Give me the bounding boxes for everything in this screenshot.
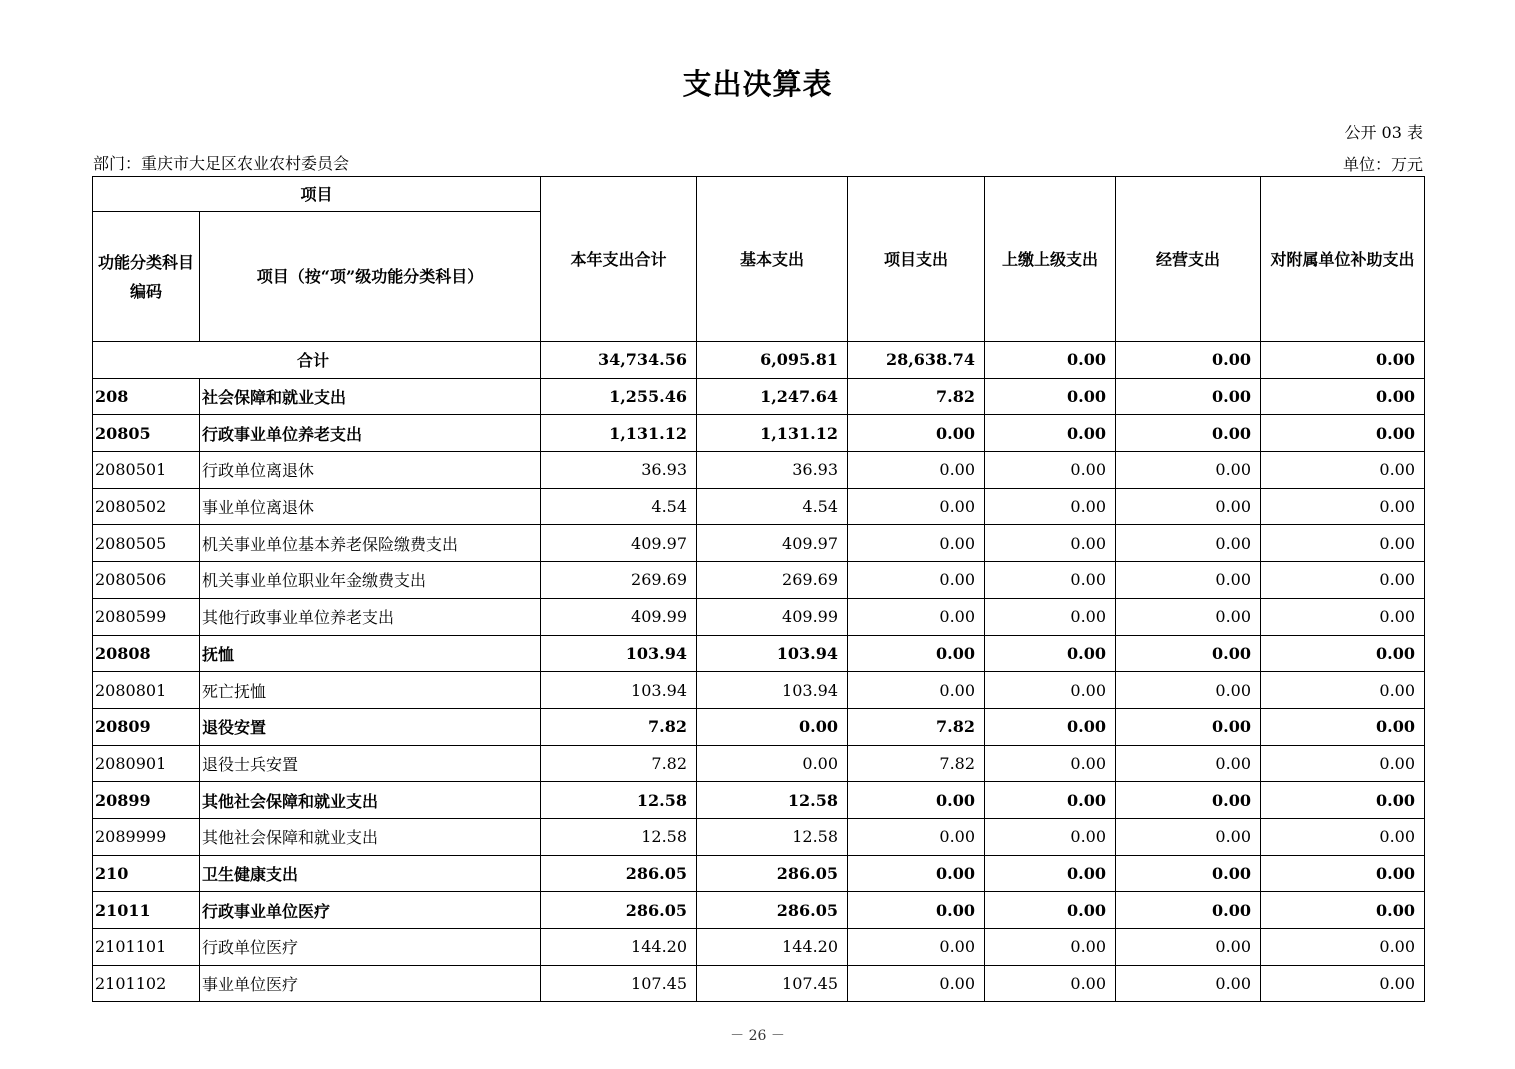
value-cell: 7.82 <box>848 708 985 745</box>
value-cell: 0.00 <box>985 782 1116 819</box>
value-cell: 0.00 <box>1261 855 1425 892</box>
code-cell: 2080599 <box>93 598 200 635</box>
code-cell: 2080506 <box>93 562 200 599</box>
value-cell: 0.00 <box>1261 708 1425 745</box>
value-cell: 0.00 <box>985 672 1116 709</box>
code-cell: 2080501 <box>93 452 200 489</box>
table-row <box>93 818 1425 855</box>
value-cell: 409.97 <box>697 525 848 562</box>
value-cell: 0.00 <box>985 708 1116 745</box>
value-cell: 409.99 <box>541 598 697 635</box>
department-label: 部门：重庆市大足区农业农村委员会 <box>93 154 350 173</box>
value-cell: 0.00 <box>1261 745 1425 782</box>
value-cell: 0.00 <box>985 452 1116 489</box>
name-cell: 社会保障和就业支出 <box>200 378 541 415</box>
value-cell: 12.58 <box>697 782 848 819</box>
header-total: 本年支出合计 <box>541 177 697 342</box>
value-cell: 0.00 <box>1116 525 1261 562</box>
table-row <box>93 488 1425 525</box>
table-row <box>93 892 1425 929</box>
header-subsidy: 对附属单位补助支出 <box>1261 177 1425 342</box>
name-cell: 抚恤 <box>200 635 541 672</box>
name-cell: 死亡抚恤 <box>200 672 541 709</box>
value-cell: 0.00 <box>1261 965 1425 1002</box>
table-row <box>93 598 1425 635</box>
table-row <box>93 635 1425 672</box>
value-cell: 0.00 <box>1116 378 1261 415</box>
table-row <box>93 452 1425 489</box>
table-row <box>93 782 1425 819</box>
value-cell: 0.00 <box>848 929 985 966</box>
value-cell: 7.82 <box>848 378 985 415</box>
header-project-expense: 项目支出 <box>848 177 985 342</box>
value-cell: 286.05 <box>697 892 848 929</box>
value-cell: 0.00 <box>1261 782 1425 819</box>
value-cell: 103.94 <box>541 672 697 709</box>
value-cell: 0.00 <box>1116 708 1261 745</box>
value-cell: 0.00 <box>1116 818 1261 855</box>
value-cell: 0.00 <box>697 708 848 745</box>
value-cell: 0.00 <box>985 929 1116 966</box>
value-cell: 286.05 <box>541 855 697 892</box>
value-cell: 36.93 <box>541 452 697 489</box>
value-cell: 0.00 <box>985 378 1116 415</box>
header-business: 经营支出 <box>1116 177 1261 342</box>
value-cell: 0.00 <box>848 782 985 819</box>
header-project: 项目 <box>93 177 541 212</box>
value-cell: 0.00 <box>1116 598 1261 635</box>
total-cell: 34,734.56 <box>541 342 697 379</box>
value-cell: 0.00 <box>1116 965 1261 1002</box>
value-cell: 0.00 <box>848 415 985 452</box>
code-cell: 20809 <box>93 708 200 745</box>
header-upper: 上缴上级支出 <box>985 177 1116 342</box>
code-cell: 2080801 <box>93 672 200 709</box>
value-cell: 409.99 <box>697 598 848 635</box>
value-cell: 7.82 <box>541 745 697 782</box>
header-code: 功能分类科目编码 <box>93 212 200 342</box>
value-cell: 36.93 <box>697 452 848 489</box>
value-cell: 144.20 <box>541 929 697 966</box>
name-cell: 行政单位医疗 <box>200 929 541 966</box>
value-cell: 0.00 <box>1116 929 1261 966</box>
table-row <box>93 562 1425 599</box>
table-row <box>93 672 1425 709</box>
name-cell: 行政事业单位医疗 <box>200 892 541 929</box>
value-cell: 286.05 <box>541 892 697 929</box>
value-cell: 0.00 <box>1261 598 1425 635</box>
value-cell: 0.00 <box>1116 488 1261 525</box>
value-cell: 0.00 <box>697 745 848 782</box>
value-cell: 0.00 <box>985 855 1116 892</box>
value-cell: 12.58 <box>541 818 697 855</box>
value-cell: 0.00 <box>1261 929 1425 966</box>
value-cell: 1,255.46 <box>541 378 697 415</box>
table-row <box>93 745 1425 782</box>
value-cell: 0.00 <box>1261 452 1425 489</box>
value-cell: 0.00 <box>1116 672 1261 709</box>
value-cell: 0.00 <box>1261 818 1425 855</box>
table-row <box>93 415 1425 452</box>
code-cell: 2080901 <box>93 745 200 782</box>
value-cell: 0.00 <box>1261 672 1425 709</box>
name-cell: 行政事业单位养老支出 <box>200 415 541 452</box>
value-cell: 103.94 <box>697 672 848 709</box>
value-cell: 0.00 <box>848 598 985 635</box>
value-cell: 269.69 <box>541 562 697 599</box>
value-cell: 0.00 <box>985 562 1116 599</box>
value-cell: 107.45 <box>541 965 697 1002</box>
value-cell: 0.00 <box>848 965 985 1002</box>
header-basic: 基本支出 <box>697 177 848 342</box>
name-cell: 退役士兵安置 <box>200 745 541 782</box>
value-cell: 0.00 <box>985 892 1116 929</box>
name-cell: 卫生健康支出 <box>200 855 541 892</box>
total-cell: 28,638.74 <box>848 342 985 379</box>
name-cell: 其他社会保障和就业支出 <box>200 818 541 855</box>
value-cell: 0.00 <box>1261 525 1425 562</box>
value-cell: 103.94 <box>697 635 848 672</box>
value-cell: 0.00 <box>848 488 985 525</box>
value-cell: 0.00 <box>848 452 985 489</box>
form-number: 公开 03 表 <box>1344 123 1423 142</box>
value-cell: 107.45 <box>697 965 848 1002</box>
value-cell: 0.00 <box>985 415 1116 452</box>
value-cell: 409.97 <box>541 525 697 562</box>
total-label: 合计 <box>93 342 541 379</box>
name-cell: 行政单位离退休 <box>200 452 541 489</box>
code-cell: 20805 <box>93 415 200 452</box>
value-cell: 7.82 <box>541 708 697 745</box>
value-cell: 0.00 <box>848 635 985 672</box>
value-cell: 0.00 <box>985 965 1116 1002</box>
value-cell: 0.00 <box>1116 562 1261 599</box>
expenditure-table <box>92 176 1425 1002</box>
table-row <box>93 965 1425 1002</box>
value-cell: 1,131.12 <box>541 415 697 452</box>
value-cell: 1,247.64 <box>697 378 848 415</box>
table-row <box>93 378 1425 415</box>
header-name: 项目（按“项”级功能分类科目） <box>200 212 541 342</box>
value-cell: 0.00 <box>985 635 1116 672</box>
table-row <box>93 525 1425 562</box>
value-cell: 0.00 <box>848 855 985 892</box>
total-cell: 0.00 <box>985 342 1116 379</box>
code-cell: 2101102 <box>93 965 200 1002</box>
value-cell: 0.00 <box>848 525 985 562</box>
value-cell: 0.00 <box>985 598 1116 635</box>
table-row <box>93 708 1425 745</box>
value-cell: 0.00 <box>1116 635 1261 672</box>
value-cell: 4.54 <box>697 488 848 525</box>
value-cell: 0.00 <box>848 892 985 929</box>
table-row <box>93 929 1425 966</box>
value-cell: 0.00 <box>848 818 985 855</box>
value-cell: 0.00 <box>985 488 1116 525</box>
total-row <box>93 342 1425 379</box>
code-cell: 2080505 <box>93 525 200 562</box>
code-cell: 21011 <box>93 892 200 929</box>
value-cell: 144.20 <box>697 929 848 966</box>
total-cell: 6,095.81 <box>697 342 848 379</box>
total-cell: 0.00 <box>1116 342 1261 379</box>
page-title: 支出决算表 <box>682 67 833 101</box>
value-cell: 0.00 <box>985 745 1116 782</box>
value-cell: 103.94 <box>541 635 697 672</box>
value-cell: 0.00 <box>1261 415 1425 452</box>
name-cell: 退役安置 <box>200 708 541 745</box>
value-cell: 4.54 <box>541 488 697 525</box>
code-cell: 210 <box>93 855 200 892</box>
code-cell: 20899 <box>93 782 200 819</box>
value-cell: 286.05 <box>697 855 848 892</box>
value-cell: 0.00 <box>985 525 1116 562</box>
value-cell: 0.00 <box>1261 635 1425 672</box>
value-cell: 0.00 <box>1116 855 1261 892</box>
value-cell: 0.00 <box>1116 892 1261 929</box>
code-cell: 2101101 <box>93 929 200 966</box>
value-cell: 0.00 <box>985 818 1116 855</box>
value-cell: 0.00 <box>1116 452 1261 489</box>
code-cell: 2089999 <box>93 818 200 855</box>
page-number: － 26 － <box>730 1028 785 1044</box>
value-cell: 0.00 <box>1116 415 1261 452</box>
value-cell: 0.00 <box>1261 488 1425 525</box>
code-cell: 2080502 <box>93 488 200 525</box>
name-cell: 其他行政事业单位养老支出 <box>200 598 541 635</box>
value-cell: 12.58 <box>697 818 848 855</box>
name-cell: 事业单位医疗 <box>200 965 541 1002</box>
value-cell: 0.00 <box>848 562 985 599</box>
name-cell: 机关事业单位基本养老保险缴费支出 <box>200 525 541 562</box>
value-cell: 0.00 <box>1116 745 1261 782</box>
value-cell: 0.00 <box>1261 892 1425 929</box>
value-cell: 1,131.12 <box>697 415 848 452</box>
code-cell: 208 <box>93 378 200 415</box>
value-cell: 269.69 <box>697 562 848 599</box>
value-cell: 0.00 <box>1116 782 1261 819</box>
total-cell: 0.00 <box>1261 342 1425 379</box>
value-cell: 0.00 <box>848 672 985 709</box>
value-cell: 0.00 <box>1261 562 1425 599</box>
name-cell: 机关事业单位职业年金缴费支出 <box>200 562 541 599</box>
name-cell: 其他社会保障和就业支出 <box>200 782 541 819</box>
code-cell: 20808 <box>93 635 200 672</box>
unit-label: 单位：万元 <box>1342 155 1423 174</box>
value-cell: 0.00 <box>1261 378 1425 415</box>
table-row <box>93 855 1425 892</box>
name-cell: 事业单位离退休 <box>200 488 541 525</box>
value-cell: 12.58 <box>541 782 697 819</box>
value-cell: 7.82 <box>848 745 985 782</box>
